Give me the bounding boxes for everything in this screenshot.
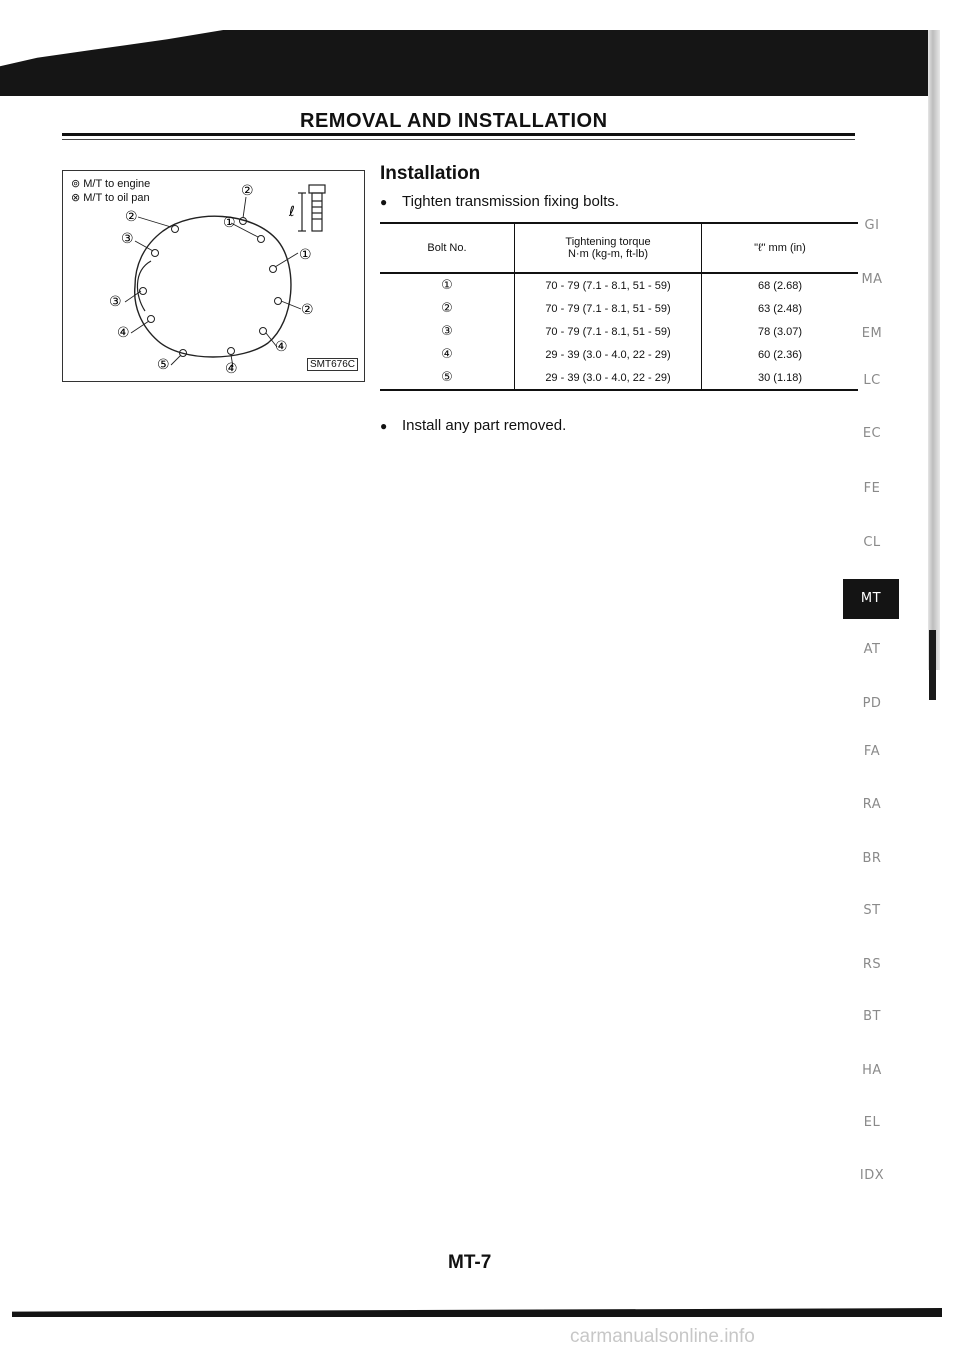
callout-2-right: ② — [301, 302, 314, 318]
callout-4-left: ④ — [117, 325, 130, 341]
bullet-tighten — [380, 193, 619, 210]
bullet-tighten-text: Tighten transmission fixing bolts. — [402, 193, 620, 210]
bolt-location-figure — [62, 170, 365, 382]
sidebar-tab-ma[interactable]: MA — [861, 272, 883, 287]
sidebar-tab-rs[interactable]: RS — [862, 957, 882, 972]
sidebar-tab-gi[interactable]: GI — [864, 218, 880, 233]
sidebar-tab-el[interactable]: EL — [863, 1115, 881, 1130]
callout-2-top: ② — [241, 183, 254, 199]
section-title: REMOVAL AND INSTALLATION — [300, 110, 608, 132]
oil-pan-bolt-symbol: ⊗ — [71, 192, 81, 204]
installation-heading: Installation — [380, 163, 481, 184]
header-length-text: "ℓ" mm (in) — [754, 242, 806, 254]
row-length: 60 (2.36) — [757, 348, 803, 361]
row-length: 68 (2.68) — [757, 279, 803, 292]
legend-oil-pan-label: M/T to oil pan — [83, 192, 150, 204]
row-torque: 29 - 39 (3.0 - 4.0, 22 - 29) — [515, 366, 702, 390]
sidebar-tab-ha[interactable]: HA — [862, 1063, 882, 1078]
sidebar-tab-at[interactable]: AT — [863, 642, 881, 657]
sidebar-tab-fa[interactable]: FA — [863, 744, 881, 759]
row-torque: 29 - 39 (3.0 - 4.0, 22 - 29) — [515, 343, 702, 366]
callout-1-top: ① — [223, 215, 236, 231]
page-edge-shadow — [928, 30, 940, 670]
bullet-dot-icon: ● — [380, 419, 388, 434]
page-number: MT-7 — [448, 1252, 492, 1273]
row-torque: 70 - 79 (7.1 - 8.1, 51 - 59) — [515, 297, 702, 320]
sidebar-tab-idx[interactable]: IDX — [859, 1168, 885, 1183]
header-banner — [0, 30, 930, 96]
table-row — [380, 343, 858, 366]
callout-3-upper: ③ — [121, 231, 134, 247]
title-rule-thin — [62, 139, 855, 140]
sidebar-tab-cl[interactable]: CL — [863, 535, 881, 550]
row-length: 78 (3.07) — [757, 325, 803, 338]
callout-4-bottom: ④ — [225, 361, 238, 377]
bottom-rule — [12, 1308, 942, 1317]
sidebar-tab-br[interactable]: BR — [862, 851, 882, 866]
callout-3-lower: ③ — [109, 294, 122, 310]
row-bolt: ④ — [441, 347, 453, 362]
callout-2-left: ② — [125, 209, 138, 225]
header-torque — [515, 223, 702, 273]
row-bolt: ② — [441, 301, 453, 316]
sidebar-tab-lc[interactable]: LC — [863, 373, 881, 388]
table-header-row — [380, 223, 858, 273]
header-bolt-no-text: Bolt No. — [427, 242, 467, 254]
row-bolt: ① — [441, 278, 453, 293]
sidebar-tab-em[interactable]: EM — [861, 326, 883, 341]
torque-spec-table — [380, 222, 858, 391]
table-row — [380, 366, 858, 390]
callout-4-right: ④ — [275, 339, 288, 355]
header-torque-line1: Tightening torque — [565, 236, 651, 248]
housing-lobe — [137, 261, 151, 311]
housing-outline — [135, 216, 291, 357]
legend-engine-label: M/T to engine — [83, 178, 151, 190]
table-row — [380, 320, 858, 343]
header-length — [702, 223, 859, 273]
bolt-markers — [140, 218, 282, 357]
sidebar-tab-st[interactable]: ST — [863, 903, 881, 918]
table-row — [380, 273, 858, 297]
table-row — [380, 297, 858, 320]
sidebar-tab-mt[interactable]: MT — [843, 579, 899, 619]
row-length: 30 (1.18) — [702, 366, 859, 390]
callout-1-right: ① — [299, 247, 312, 263]
dimension-label: ℓ — [289, 204, 295, 220]
title-rule — [62, 133, 855, 136]
bullet-install-text: Install any part removed. — [402, 417, 567, 434]
sidebar-tab-ra[interactable]: RA — [862, 797, 882, 812]
header-torque-line2: N·m (kg-m, ft-lb) — [567, 248, 649, 260]
watermark: carmanualsonline.info — [570, 1326, 755, 1347]
row-torque: 70 - 79 (7.1 - 8.1, 51 - 59) — [515, 273, 702, 297]
bullet-dot-icon: ● — [380, 195, 388, 210]
callout-5-bottom: ⑤ — [157, 357, 170, 373]
bullet-install — [380, 417, 566, 434]
transmission-housing-diagram — [63, 171, 366, 383]
sidebar-tab-bt[interactable]: BT — [863, 1009, 881, 1024]
header-bolt-no — [380, 223, 515, 273]
engine-bolt-symbol: ⊚ — [71, 178, 81, 190]
row-bolt: ⑤ — [380, 366, 515, 390]
bolt-icon — [298, 185, 325, 231]
row-torque: 70 - 79 (7.1 - 8.1, 51 - 59) — [515, 320, 702, 343]
margin-marker — [929, 630, 936, 700]
sidebar-tab-pd[interactable]: PD — [862, 696, 882, 711]
sidebar-tab-ec[interactable]: EC — [862, 426, 882, 441]
sidebar-tab-fe[interactable]: FE — [863, 481, 881, 496]
figure-code: SMT676C — [307, 358, 358, 371]
row-bolt: ③ — [441, 324, 453, 339]
row-length: 63 (2.48) — [757, 302, 803, 315]
